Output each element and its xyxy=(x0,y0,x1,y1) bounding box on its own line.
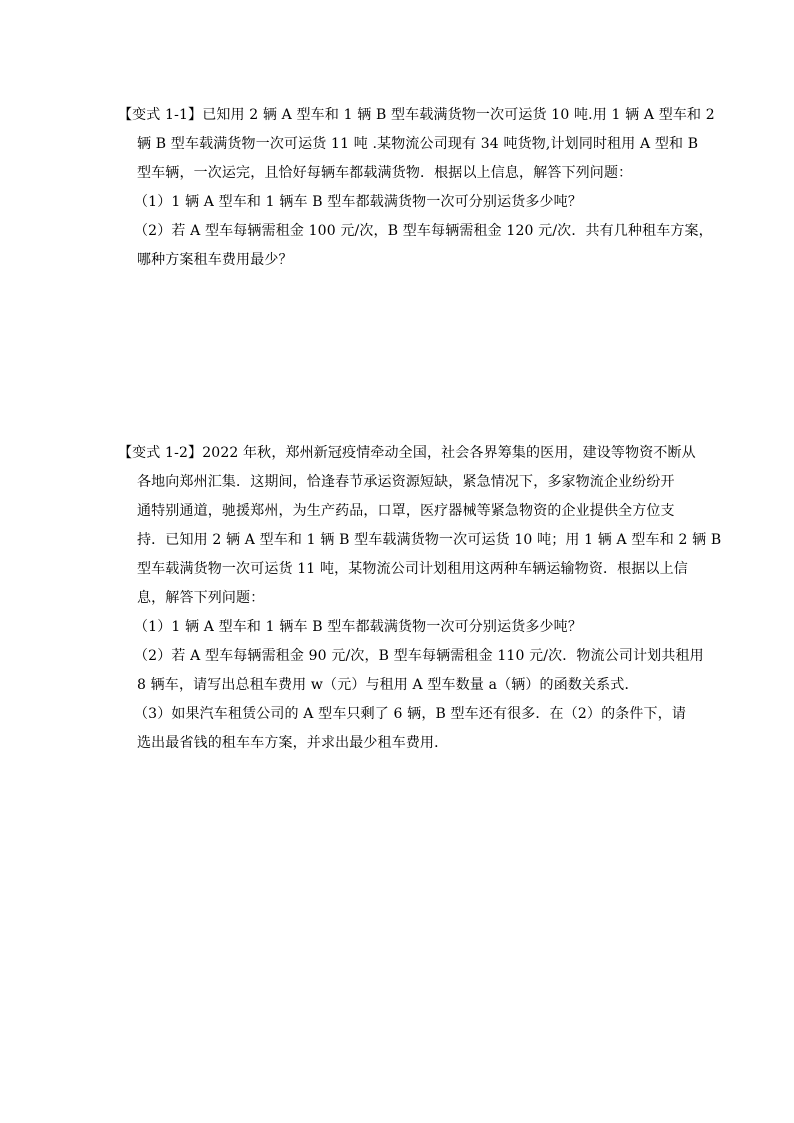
problem-label: 【变式 1-1】 xyxy=(118,107,203,123)
question-2-cont: 8 辆车，请写出总租车费用 w（元）与租用 A 型车数量 a（辆）的函数关系式． xyxy=(137,677,639,693)
question-2-cont: 哪种方案租车费用最少？ xyxy=(137,252,293,268)
problem-1-2-line-5: 型车载满货物一次可运货 11 吨，某物流公司计划租用这两种车辆运输物资．根据以上信 xyxy=(137,561,688,577)
problem-1-1-line-1: 【变式 1-1】已知用 2 辆 A 型车和 1 辆 B 型车载满货物一次可运货 10 吨.用 1 辆 A 型车和 2 xyxy=(118,107,715,123)
problem-1-1-line-3: 型车辆，一次运完，且恰好每辆车都载满货物．根据以上信息，解答下列问题： xyxy=(137,165,633,181)
problem-1-1-line-2: 辆 B 型车载满货物一次可运货 11 吨 .某物流公司现有 34 吨货物,计划同时租用 A 型和 B xyxy=(137,136,699,152)
problem-1-2-line-2: 各地向郑州汇集．这期间，恰逢春节承运资源短缺，紧急情况下，多家物流企业纷纷开 xyxy=(137,474,675,490)
question-1: （1）1 辆 A 型车和 1 辆车 B 型车都载满货物一次可分别运货多少吨？ xyxy=(134,194,582,210)
question-2: （2）若 A 型车每辆需租金 90 元/次，B 型车每辆需租金 110 元/次．物流公司计划共租用 xyxy=(134,648,704,664)
problem-1-2-line-4: 持．已知用 2 辆 A 型车和 1 辆 B 型车载满货物一次可运货 10 吨；用 1 辆 A 型车和 2 辆 B xyxy=(137,532,722,548)
question-3-cont: 选出最省钱的租车车方案，并求出最少租车费用． xyxy=(137,735,449,751)
question-2: （2）若 A 型车每辆需租金 100 元/次，B 型车每辆需租金 120 元/次．共有几种租车方案， xyxy=(134,223,713,239)
problem-1-2-line-6: 息，解答下列问题： xyxy=(137,590,265,606)
problem-label: 【变式 1-2】 xyxy=(118,445,203,461)
problem-1-2-line-3: 通特别通道，驰援郑州，为生产药品，口罩，医疗器械等紧急物资的企业提供全方位支 xyxy=(137,503,675,519)
question-3: （3）如果汽车租赁公司的 A 型车只剩了 6 辆，B 型车还有很多．在（2）的条件下，请 xyxy=(134,706,686,722)
question-1: （1）1 辆 A 型车和 1 辆车 B 型车都载满货物一次可分别运货多少吨？ xyxy=(134,619,582,635)
problem-1-2-line-1: 【变式 1-2】2022 年秋，郑州新冠疫情牵动全国，社会各界筹集的医用，建设等物资不断从 xyxy=(118,445,696,461)
